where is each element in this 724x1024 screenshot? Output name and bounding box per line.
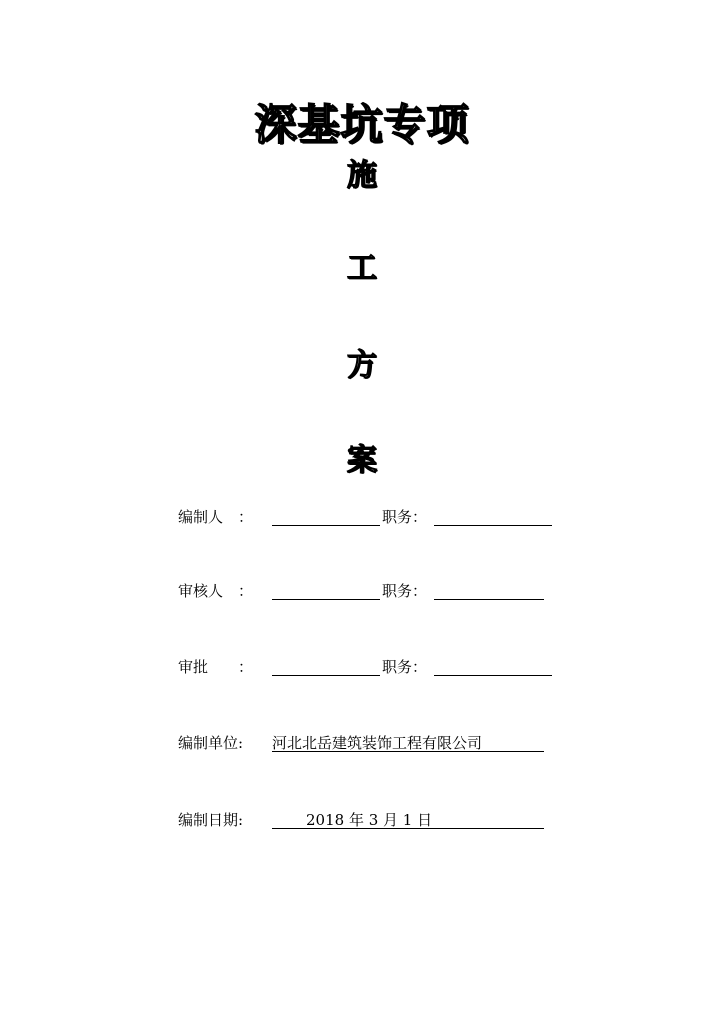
- title-char-2: 工: [347, 251, 377, 286]
- reviewer-label: 审核人: [178, 582, 224, 600]
- unit-value: 河北北岳建筑装饰工程有限公司: [272, 734, 483, 752]
- reviewer-position-blank: [434, 580, 544, 600]
- title-char-4: 案: [347, 443, 377, 478]
- reviewer-position-label: 职务：: [382, 582, 428, 600]
- compiler-label: 编制人: [178, 508, 224, 526]
- reviewer-colon: ：: [238, 582, 254, 600]
- compiler-blank: [272, 506, 380, 526]
- title-char-1: 施: [347, 158, 377, 193]
- reviewer-blank: [272, 580, 380, 600]
- approver-colon: ：: [238, 658, 254, 676]
- title-char-3: 方: [347, 348, 377, 383]
- compiler-position-blank: [434, 506, 552, 526]
- document-title: 深基坑专项: [254, 100, 470, 149]
- approver-blank: [272, 656, 380, 676]
- approver-position-blank: [434, 656, 552, 676]
- date-value: 2018 年 3 月 1 日: [306, 811, 433, 829]
- date-label: 编制日期:: [178, 811, 244, 829]
- compiler-colon: ：: [238, 508, 254, 526]
- unit-label: 编制单位:: [178, 734, 244, 752]
- approver-position-label: 职务：: [382, 658, 428, 676]
- unit-value-line: [272, 732, 544, 752]
- date-value-line: [272, 809, 544, 829]
- compiler-position-label: 职务：: [382, 508, 428, 526]
- approver-label: 审批: [178, 658, 209, 676]
